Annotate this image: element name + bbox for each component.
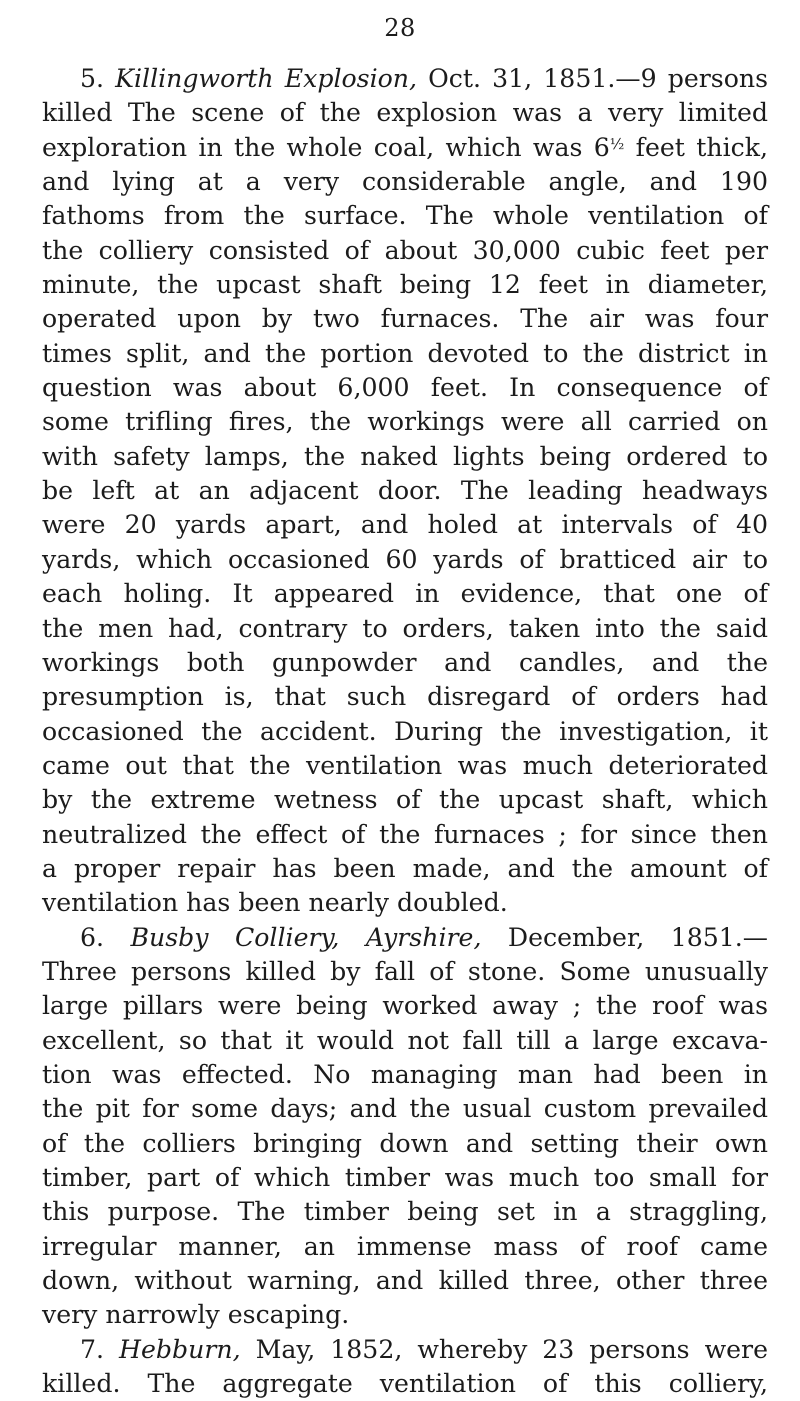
text-line — [42, 921, 768, 955]
text-line — [42, 989, 768, 1023]
text-run: and lying at a very considerable angle, and 190 — [42, 167, 768, 197]
text-line — [42, 62, 768, 96]
text-line — [42, 783, 768, 817]
text-run: 5. — [80, 64, 116, 93]
text-run: of the colliers bringing down and setting their own — [42, 1128, 768, 1158]
text-line — [42, 1367, 768, 1401]
text-run: a proper repair has been made, and the amount of — [42, 853, 768, 883]
text-run: 6. — [80, 922, 131, 952]
text-line — [42, 1264, 768, 1298]
text-line — [42, 371, 768, 405]
text-line — [42, 577, 768, 611]
text-run: each holing. It appeared in evidence, that one of — [42, 579, 768, 609]
text-line — [42, 715, 768, 749]
text-line — [42, 680, 768, 714]
italic-heading: Killingworth Explosion, — [115, 64, 418, 93]
text-line — [42, 268, 768, 302]
text-line — [42, 234, 768, 268]
text-run: ventilation has been nearly doubled. — [42, 888, 508, 918]
text-run: the men had, contrary to orders, taken into the said — [42, 613, 768, 643]
text-run: some trifling fires, the workings were all carried on — [42, 407, 768, 437]
text-run: yards, which occasioned 60 yards of bratticed air to — [42, 544, 768, 574]
text-run: timber, part of which timber was much too small for — [42, 1163, 768, 1192]
text-line — [42, 1092, 768, 1126]
italic-heading: Busby Colliery, Ayrshire, — [130, 922, 482, 952]
text-run: excellent, so that it would not fall till a large excava- — [42, 1025, 768, 1055]
text-run: fathoms from the surface. The whole ventilation of — [42, 201, 768, 231]
text-line — [42, 1161, 768, 1195]
text-line — [42, 1024, 768, 1058]
text-run: 7. — [80, 1334, 119, 1364]
text-line — [42, 955, 768, 989]
text-line — [42, 1058, 768, 1092]
text-line — [42, 302, 768, 336]
text-line — [42, 474, 768, 508]
text-run: down, without warning, and killed three, other three — [42, 1266, 768, 1296]
text-line — [42, 543, 768, 577]
text-run: large pillars were being worked away ; the roof was — [42, 991, 768, 1021]
text-line — [42, 1298, 768, 1332]
text-line — [42, 1230, 768, 1264]
text-line — [42, 405, 768, 439]
text-run: workings both gunpowder and candles, and the — [42, 647, 768, 677]
fraction: ½ — [609, 134, 625, 153]
text-run: December, 1851.— — [481, 922, 768, 952]
text-line — [42, 131, 768, 165]
text-run: the colliery consisted of about 30,000 cubic feet per — [42, 235, 768, 265]
body-text — [42, 62, 768, 1401]
italic-heading: Hebburn, — [119, 1334, 241, 1364]
text-run: by the extreme wetness of the upcast shaft, which — [42, 785, 768, 815]
text-line — [42, 852, 768, 886]
text-line — [42, 337, 768, 371]
text-run: May, 1852, whereby 23 persons were — [240, 1334, 768, 1364]
text-line — [42, 886, 768, 920]
text-run: Oct. 31, 1851.—9 persons — [417, 64, 769, 93]
text-run: presumption is, that such disregard of orders had — [42, 682, 768, 712]
text-line — [42, 749, 768, 783]
page-number: 28 — [384, 14, 416, 42]
text-line — [42, 199, 768, 233]
text-run: irregular manner, an immense mass of roof came — [42, 1231, 768, 1261]
text-run: came out that the ventilation was much deteriorated — [42, 750, 768, 780]
text-run: killed. The aggregate ventilation of this colliery, — [42, 1369, 768, 1399]
text-line — [42, 818, 768, 852]
text-line — [42, 96, 768, 130]
text-run: Three persons killed by fall of stone. Some unusually — [42, 956, 768, 986]
text-run: operated upon by two furnaces. The air was four — [42, 304, 768, 334]
text-run: tion was effected. No managing man had been in — [42, 1059, 768, 1089]
text-run: were 20 yards apart, and holed at intervals of 40 — [42, 510, 768, 540]
text-run: neutralized the effect of the furnaces ; for since then — [42, 819, 768, 849]
text-run: feet thick, — [624, 132, 768, 162]
text-line — [42, 1127, 768, 1161]
text-line — [42, 1195, 768, 1229]
text-line — [42, 612, 768, 646]
text-line — [42, 1333, 768, 1367]
text-run: exploration in the whole coal, which was 6 — [42, 132, 610, 162]
text-run: question was about 6,000 feet. In consequence of — [42, 373, 768, 403]
text-run: this purpose. The timber being set in a straggling, — [42, 1197, 768, 1227]
text-run: times split, and the portion devoted to the district in — [42, 338, 768, 368]
text-run: killed The scene of the explosion was a very limited — [42, 98, 768, 128]
text-run: occasioned the accident. During the investigation, it — [42, 716, 768, 746]
text-run: the pit for some days; and the usual custom prevailed — [42, 1094, 768, 1124]
text-run: very narrowly escaping. — [42, 1300, 350, 1330]
text-line — [42, 646, 768, 680]
text-line — [42, 508, 768, 542]
text-run: with safety lamps, the naked lights being ordered to — [42, 441, 768, 471]
text-line — [42, 165, 768, 199]
text-line — [42, 440, 768, 474]
text-run: be left at an adjacent door. The leading headways — [42, 476, 768, 506]
text-run: minute, the upcast shaft being 12 feet in diameter, — [42, 270, 768, 300]
